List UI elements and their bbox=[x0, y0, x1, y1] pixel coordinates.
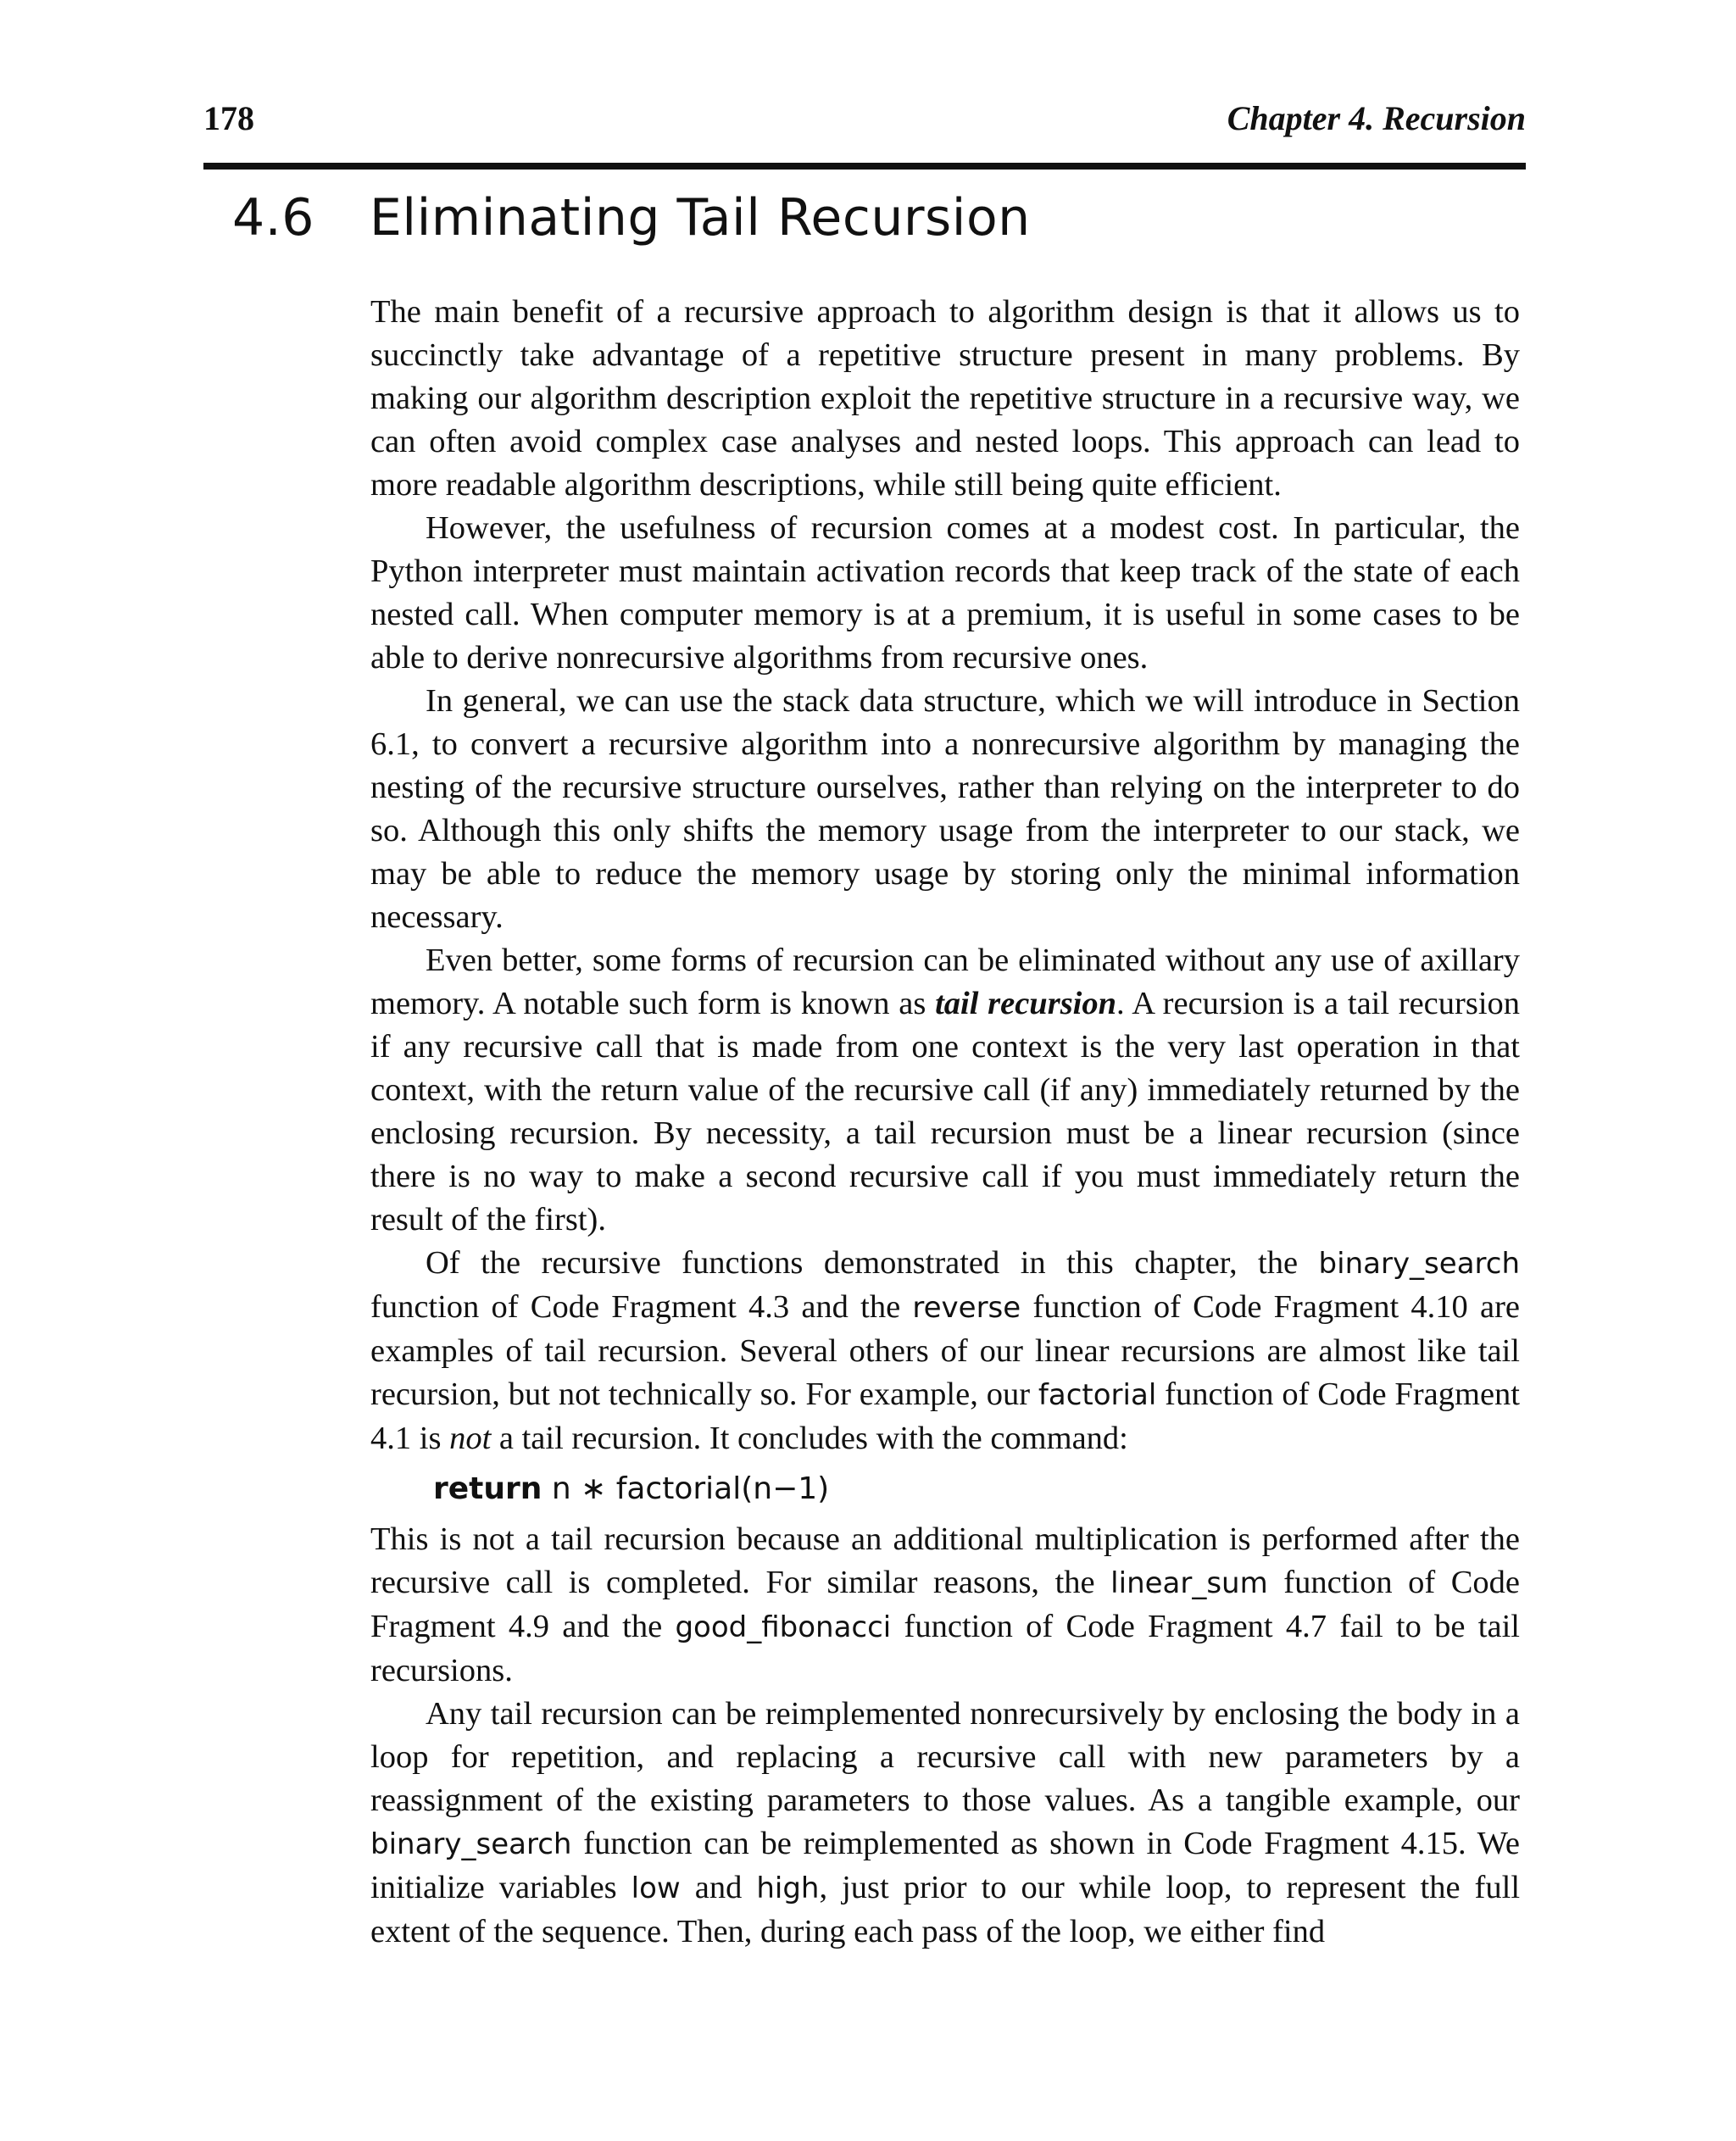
paragraph-4 bbox=[370, 939, 1520, 1242]
section-heading bbox=[232, 188, 1504, 247]
paragraph-7-text-b: function can be reimplemented as shown in Code Fragment 4.15. We initialize variables bbox=[370, 1826, 1520, 1905]
page-number: 178 bbox=[203, 99, 254, 137]
paragraph-6 bbox=[370, 1518, 1520, 1693]
tail-recursion-term: tail recursion bbox=[935, 986, 1117, 1021]
paragraph-2: However, the usefulness of recursion comes at a modest cost. In particular, the Python interpreter must maintain activation records that keep track of the state of each nested call. When computer memory is at a premium, it is useful in some cases to be able to derive nonrecursive algorithms from recursive ones. bbox=[370, 510, 1520, 676]
code-binary-search-2: binary_search bbox=[370, 1827, 572, 1861]
code-expression: n ∗ factorial(n−1) bbox=[542, 1471, 830, 1506]
paragraph-6-text-c: function of Code Fragment 4.7 fail to be tail recursions. bbox=[370, 1609, 1520, 1688]
paragraph-4-text-a: Even better, some forms of recursion can be eliminated without any use of axillary memory. A notable such form is known as bbox=[370, 943, 1520, 1021]
running-header bbox=[203, 98, 1526, 146]
section-number: 4.6 bbox=[232, 188, 314, 247]
code-keyword-return: return bbox=[433, 1471, 542, 1506]
paragraph-5-text-c: function of Code Fragment 4.10 are examples of tail recursion. Several others of our linear recursions are almost like tail recursion, but not technically so. For example, our bbox=[370, 1289, 1520, 1412]
body-text bbox=[370, 291, 1520, 1954]
code-snippet bbox=[433, 1465, 1520, 1513]
paragraph-5-text-d: function of Code Fragment 4.1 is bbox=[370, 1376, 1520, 1456]
code-good-fibonacci: good_fibonacci bbox=[675, 1610, 892, 1644]
paragraph-7-text-a: Any tail recursion can be reimplemented nonrecursively by enclosing the body in a loop for repetition, and replacing a recursive call with new parameters by a reassignment of the existing parameters to those values. As a tangible example, our bbox=[370, 1696, 1520, 1818]
code-reverse: reverse bbox=[912, 1291, 1021, 1325]
paragraph-6-text-a: This is not a tail recursion because an additional multiplication is performed after the recursive call is completed. For similar reasons, the bbox=[370, 1521, 1520, 1600]
code-linear-sum: linear_sum bbox=[1110, 1566, 1268, 1600]
code-high: high bbox=[756, 1871, 820, 1905]
section-title: Eliminating Tail Recursion bbox=[370, 188, 1031, 247]
paragraph-4-text-b: . A recursion is a tail recursion if any recursive call that is made from one context is the very last operation in that context, with the return value of the recursive call (if any) immediately returned by the enclosing recursion. By necessity, a tail recursion must be a linear recursion (since there is no way to make a second recursive call if you must immediately return the result of the first). bbox=[370, 986, 1521, 1237]
paragraph-5-text-e: a tail recursion. It concludes with the command: bbox=[491, 1421, 1128, 1456]
paragraph-1: The main benefit of a recursive approach to algorithm design is that it allows us to succinctly take advantage of a repetitive structure present in many problems. By making our algorithm description exploit the repetitive structure in a recursive way, we can often avoid complex case analyses and nested loops. This approach can lead to more readable algorithm descriptions, while still being quite efficient. bbox=[370, 294, 1520, 503]
code-low: low bbox=[631, 1871, 681, 1905]
paragraph-6-text-b: function of Code Fragment 4.9 and the bbox=[370, 1565, 1520, 1644]
paragraph-5-text-a: Of the recursive functions demonstrated in this chapter, the bbox=[426, 1245, 1319, 1281]
paragraph-7-text-c: and bbox=[680, 1870, 757, 1905]
paragraph-5 bbox=[370, 1242, 1520, 1460]
emphasis-not: not bbox=[449, 1421, 492, 1456]
paragraph-5-text-b: function of Code Fragment 4.3 and the bbox=[370, 1289, 913, 1325]
code-factorial: factorial bbox=[1038, 1378, 1157, 1412]
paragraph-7 bbox=[370, 1693, 1520, 1954]
paragraph-3: In general, we can use the stack data structure, which we will introduce in Section 6.1, to convert a recursive algorithm into a nonrecursive algorithm by managing the nesting of the recursive structure ourselves, rather than relying on the interpreter to do so. Although this only shifts the memory usage from the interpreter to our stack, we may be able to reduce the memory usage by storing only the minimal information necessary. bbox=[370, 683, 1520, 935]
code-binary-search: binary_search bbox=[1318, 1247, 1520, 1281]
header-rule bbox=[203, 163, 1526, 170]
paragraph-7-text-d: , just prior to our while loop, to represent the full extent of the sequence. Then, during each pass of the loop, we either find bbox=[370, 1870, 1521, 1949]
chapter-title: Chapter 4. Recursion bbox=[1227, 99, 1526, 137]
